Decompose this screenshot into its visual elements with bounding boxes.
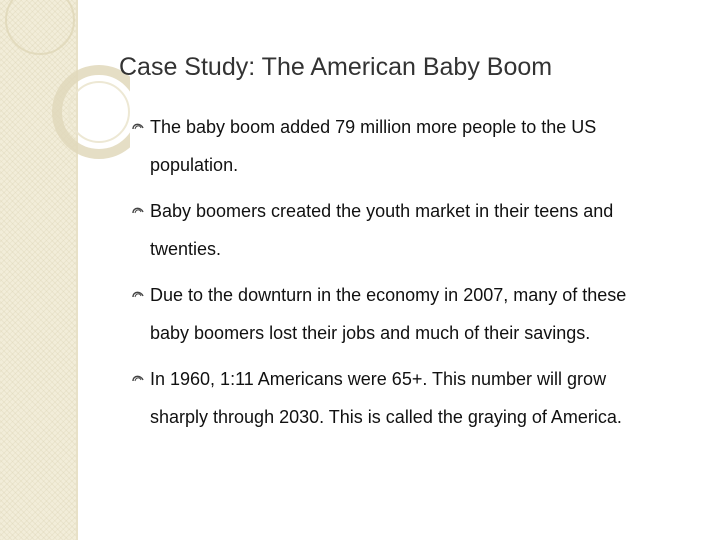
bullet-item [131,196,701,272]
bullet-text-line: Baby boomers created the youth market in their teens and [150,201,614,221]
bullet-item [131,364,701,440]
curl-bullet-icon [131,288,145,302]
slide-title: Case Study: The American Baby Boom [119,53,553,81]
bullet-text-line: Due to the downturn in the economy in 2007, many of these [150,285,627,305]
bullet-text-line: population. [150,155,239,175]
curl-bullet-icon [131,372,145,386]
curl-bullet-icon [131,120,145,134]
bullet-text-line: In 1960, 1:11 Americans were 65+. This number will grow [150,369,607,389]
bullet-item [131,280,701,356]
bullet-list [131,112,701,448]
bullet-text-line: twenties. [150,239,222,259]
bullet-text-line: The baby boom added 79 million more people to the US [150,117,597,137]
bullet-text-line: baby boomers lost their jobs and much of their savings. [150,323,591,343]
decorative-circles [0,0,130,220]
bullet-item [131,112,701,188]
curl-bullet-icon [131,204,145,218]
bullet-text-line: sharply through 2030. This is called the graying of America. [150,407,622,427]
